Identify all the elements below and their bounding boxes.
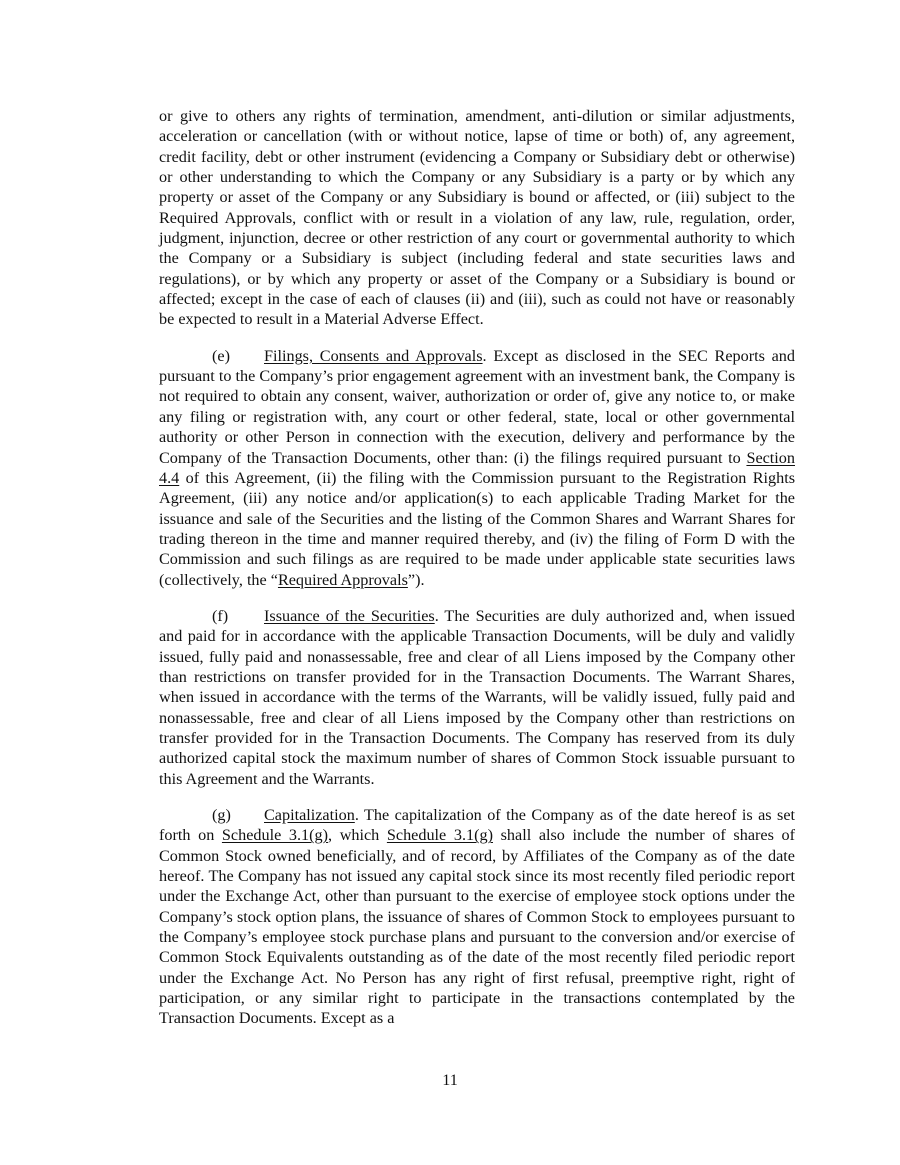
section-4-4-reference: Section 4.4	[159, 448, 795, 487]
document-body	[159, 106, 795, 1045]
section-e-label: (e)	[212, 346, 230, 365]
required-approvals-term: Required Approvals	[277, 570, 408, 589]
section-f-paragraph	[159, 606, 795, 789]
section-f-heading: Issuance of the Securities	[264, 606, 435, 625]
section-g-paragraph	[159, 805, 795, 1029]
section-e-paragraph	[159, 346, 795, 590]
continuation-paragraph	[159, 106, 795, 330]
section-e-text-1: . Except as disclosed in the SEC Reports and pursuant to the Company’s prior engagement agreement with an investment bank, the Company is not required to obtain any consent, waiver, authorization or order of, give any notice to, or make any filing or registration with, any court or other federal, state, local or other governmental authority or other Person in connection with the execution, delivery and performance by the Company of the Transaction Documents, other than: (i) the filings required pursuant to	[159, 346, 795, 467]
schedule-3-1-g-reference: Schedule 3.1(g)	[386, 826, 493, 845]
section-g-label: (g)	[212, 806, 231, 824]
section-g-text-3: shall also include the number of shares of Common Stock owned beneficially, and of record, by Affiliates of the Company as of the date hereof. The Company has not issued any capital stock since its most recently filed periodic report under the Exchange Act, other than pursuant to the exercise of employee stock options under the Company’s stock option plans, the issuance of shares of Common Stock to employees pursuant to the Company’s employee stock purchase plans and pursuant to the conversion and/or exercise of Common Stock Equivalents outstanding as of the date of the most recently filed periodic report under the Exchange Act. No Person has any right of first refusal, preemptive right, right of participation, or any similar right to participate in the transactions contemplated by the Transaction Documents. Except as a	[159, 826, 795, 1028]
section-f-label: (f)	[212, 606, 229, 625]
page-number: 11	[442, 1071, 458, 1089]
section-e-text-2: of this Agreement, (ii) the filing with the Commission pursuant to the Registration Rights Agreement, (iii) any notice and/or application(s) to each applicable Trading Market for the issuance and sale of the Securities and the listing of the Common Shares and Warrant Shares for trading thereon in the time and manner required thereby, and (iv) the filing of Form D with the Commission and such filings as are required to be made under applicable state securities laws (collectively, the “	[159, 468, 795, 589]
schedule-3-1-g-reference: Schedule 3.1(g)	[221, 826, 329, 845]
section-e-text-3: ”).	[407, 570, 425, 589]
section-e-heading: Filings, Consents and Approvals	[264, 346, 483, 365]
section-g-heading: Capitalization	[264, 806, 355, 824]
continuation-text: or give to others any rights of termination, amendment, anti-dilution or similar adjustments, acceleration or cancellation (with or without notice, lapse of time or both) of, any agreement, credit facility, debt or other instrument (evidencing a Company or Subsidiary debt or otherwise) or other understanding to which the Company or any Subsidiary is a party or by which any property or asset of the Company or any Subsidiary is bound or affected, or (iii) subject to the Required Approvals, conflict with or result in a violation of any law, rule, regulation, order, judgment, injunction, decree or other restriction of any court or governmental authority to which the Company or a Subsidiary is subject (including federal and state securities laws and regulations), or by which any property or asset of the Company or a Subsidiary is bound or affected; except in the case of each of clauses (ii) and (iii), such as could not have or reasonably be expected to result in a Material Adverse Effect.	[159, 107, 795, 329]
section-g-text-1: . The capitalization of the Company as of the date hereof is as set forth on	[159, 806, 795, 845]
section-f-text-1: . The Securities are duly authorized and, when issued and paid for in accordance with the applicable Transaction Documents, will be duly and validly issued, fully paid and nonassessable, free and clear of all Liens imposed by the Company other than restrictions on transfer provided for in the Transaction Documents. The Warrant Shares, when issued in accordance with the terms of the Warrants, will be validly issued, fully paid and nonassessable, free and clear of all Liens imposed by the Company other than restrictions on transfer provided for in the Transaction Documents. The Company has reserved from its duly authorized capital stock the maximum number of shares of Common Stock issuable pursuant to this Agreement and the Warrants.	[159, 606, 795, 788]
section-g-text-2: , which	[328, 826, 387, 845]
